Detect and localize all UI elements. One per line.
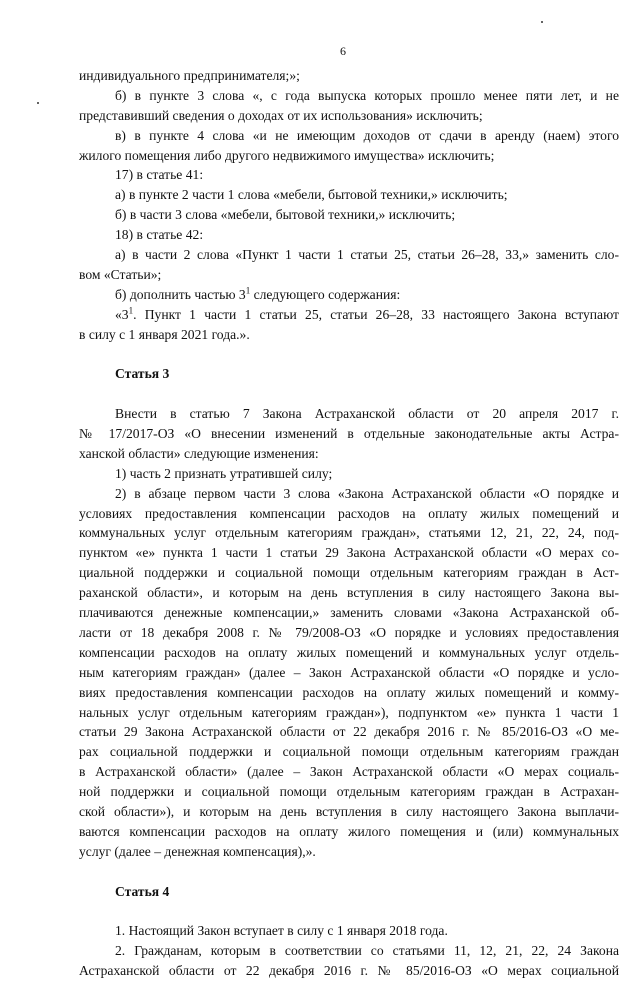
text-line: а) в части 2 слова «Пункт 1 части 1 статьи 25, статьи 26–28, 33,» заменить сло- (115, 247, 619, 263)
text-line: 2. Гражданам, которым в соответствии со статьями 11, 12, 21, 22, 24 Закона (115, 943, 619, 959)
text-line: услуг (далее – денежная компенсация),». (79, 843, 316, 859)
document-body (79, 66, 619, 981)
blank-line (79, 344, 619, 364)
text-line: ской области»), и которым на день вступления в силу настоящего Закона выплачи- (79, 803, 619, 819)
blank-line (79, 862, 619, 882)
text-line: нальных услуг отдельным категориям граждан»), подпунктом «е» пункта 1 части 1 (79, 704, 619, 720)
text-line: индивидуального предпринимателя;»; (79, 68, 300, 83)
text-line: б) в части 3 слова «мебели, бытовой техники,» исключить; (115, 207, 456, 223)
text-line: жилого помещения либо другого недвижимого имущества» исключить; (79, 147, 495, 163)
text-line: б) в пункте 3 слова «, с года выпуска которых прошло менее пяти лет, и не (115, 87, 619, 103)
text-line: б) дополнить частью $3^1$ следующего содержания: (115, 285, 401, 302)
text-line: раханской области», и которым на день вступления в силу настоящего Закона вы- (79, 585, 619, 601)
article-heading: Статья 3 (115, 366, 170, 382)
text-line: 1) часть 2 признать утратившей силу; (115, 465, 333, 481)
text-line: 18) в статье 42: (115, 227, 204, 243)
superscript: 1 (128, 305, 134, 316)
text-line: 17) в статье 41: (115, 167, 204, 183)
text-line: ным категориям граждан» (далее – Закон Астраханской области «О порядке и усло- (79, 664, 619, 680)
blank-line (79, 901, 619, 921)
scan-speck (37, 102, 39, 104)
page-number: 6 (340, 44, 346, 58)
text-line: пунктом «е» пункта 1 части 1 статьи 29 Закона Астраханской области «О мерах со- (79, 545, 619, 561)
blank-line (79, 384, 619, 404)
text-line: коммунальных услуг отдельным категориям граждан», статьями 12, 21, 22, 24, под- (79, 525, 619, 541)
text-line: 1. Настоящий Закон вступает в силу с 1 января 2018 года. (115, 923, 448, 939)
text-line: ласти от 18 декабря 2008 г. № 79/2008-ОЗ «О порядке и условиях предоставления (79, 624, 619, 640)
article-heading: Статья 4 (115, 883, 170, 899)
text-line: циальной поддержки и социальной помощи отдельным категориям граждан в Аст- (79, 565, 619, 581)
text-line: «$3^1$. Пункт 1 части 1 статьи 25, статьи 26–28, 33 настоящего Закона вступают (115, 305, 619, 322)
text-line: а) в пункте 2 части 1 слова «мебели, бытовой техники,» исключить; (115, 187, 508, 203)
text-line: 2) в абзаце первом части 3 слова «Закона Астраханской области «О порядке и (115, 485, 619, 501)
text-line: ной поддержки и социальной помощи отдельным категориям граждан в Астрахан- (79, 784, 619, 800)
text-line: компенсации расходов на оплату жилых помещений и коммунальных услуг отдель- (79, 644, 619, 660)
text-line: виях предоставления компенсации расходов на оплату жилых помещений и комму- (79, 684, 619, 700)
text-line: рах социальной поддержки и социальной помощи отдельным категориям граждан (79, 744, 619, 760)
text-line: ваются компенсации расходов на оплату жилого помещения и (или) коммунальных (79, 823, 619, 839)
text-line: Внести в статью 7 Закона Астраханской области от 20 апреля 2017 г. (115, 406, 619, 422)
text-line: вом «Статьи»; (79, 266, 162, 282)
text-line: статьи 29 Закона Астраханской области от 22 декабря 2016 г. № 85/2016-ОЗ «О ме- (79, 724, 619, 740)
superscript: 1 (245, 285, 251, 296)
text-line: № 17/2017-ОЗ «О внесении изменений в отдельные законодательные акты Астра- (79, 426, 619, 442)
text-line: в) в пункте 4 слова «и не имеющим доходов от сдачи в аренду (наем) этого (115, 127, 619, 143)
text-line: плачиваются денежные компенсации,» заменить словами «Закона Астраханской об- (79, 605, 619, 621)
text-line: ханской области» следующие изменения: (79, 445, 319, 461)
scan-speck (541, 21, 543, 23)
text-line: в Астраханской области» (далее – Закон Астраханской области «О мерах социаль- (79, 764, 619, 780)
text-line: условиях предоставления компенсации расходов на оплату жилых помещений и (79, 505, 619, 521)
text-line: Астраханской области от 22 декабря 2016 г. № 85/2016-ОЗ «О мерах социальной (79, 963, 619, 979)
text-line: в силу с 1 января 2021 года.». (79, 326, 250, 342)
text-line: представивший сведения о доходах от их использования» исключить; (79, 107, 483, 123)
